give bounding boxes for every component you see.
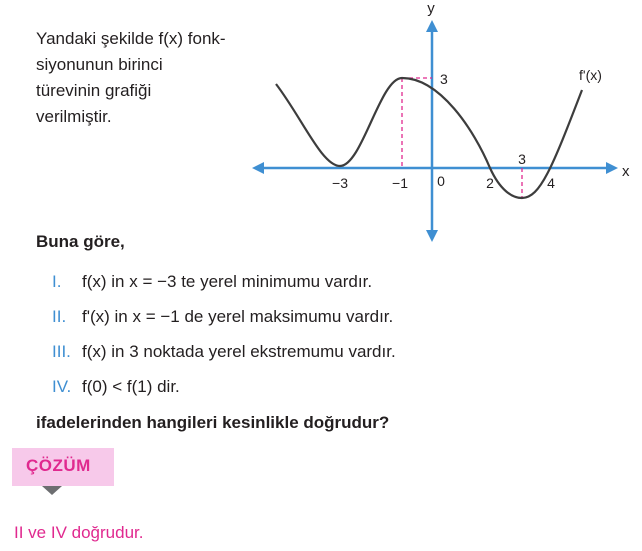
statement-number: I. [52, 272, 62, 291]
solution-answer: II ve IV doğrudur. [14, 523, 144, 542]
y-axis-arrow-up [426, 20, 438, 32]
solution-badge [12, 448, 114, 486]
y-axis-label: y [427, 0, 435, 17]
curve-label: f'(x) [579, 67, 602, 83]
question-intro: Buna göre, [36, 232, 125, 251]
statement-text: f(x) in 3 noktada yerel ekstremumu vardır. [82, 342, 396, 361]
tick-label-4: 4 [547, 175, 555, 191]
tick-label-minus-3: −3 [332, 175, 348, 191]
question-ask: ifadelerinden hangileri kesinlikle doğrudur? [36, 413, 390, 432]
intro-line: siyonunun birinci [36, 55, 163, 74]
derivative-graph [0, 0, 642, 250]
statement-text: f'(x) in x = −1 de yerel maksimumu vardır. [82, 307, 394, 326]
y-axis-arrow-down [426, 230, 438, 242]
intro-line: verilmiştir. [36, 107, 112, 126]
min-x-label: 3 [518, 151, 526, 167]
intro-line: türevinin grafiği [36, 81, 152, 100]
tick-label-minus-1: −1 [392, 175, 408, 191]
intro-line: Yandaki şekilde f(x) fonk- [36, 29, 226, 48]
max-value-label: 3 [440, 71, 448, 87]
solution-label: ÇÖZÜM [26, 456, 91, 475]
statement-text: f(x) in x = −3 te yerel minimumu vardır. [82, 272, 373, 291]
tick-label-zero: 0 [437, 173, 445, 189]
arrow-down-icon [42, 486, 62, 495]
statement-number: IV. [52, 377, 72, 396]
statement-item [52, 272, 396, 307]
statement-list [52, 272, 396, 412]
statement-number: II. [52, 307, 67, 326]
statement-text: f(0) < f(1) dir. [82, 377, 180, 396]
derivative-curve [276, 78, 582, 198]
tick-label-2: 2 [486, 175, 494, 191]
x-axis-label: x [622, 163, 630, 180]
statement-item [52, 307, 396, 342]
x-axis-arrow-left [252, 162, 264, 174]
statement-item [52, 342, 396, 377]
x-axis-arrow-right [606, 162, 618, 174]
statement-item [52, 377, 396, 412]
statement-number: III. [52, 342, 71, 361]
